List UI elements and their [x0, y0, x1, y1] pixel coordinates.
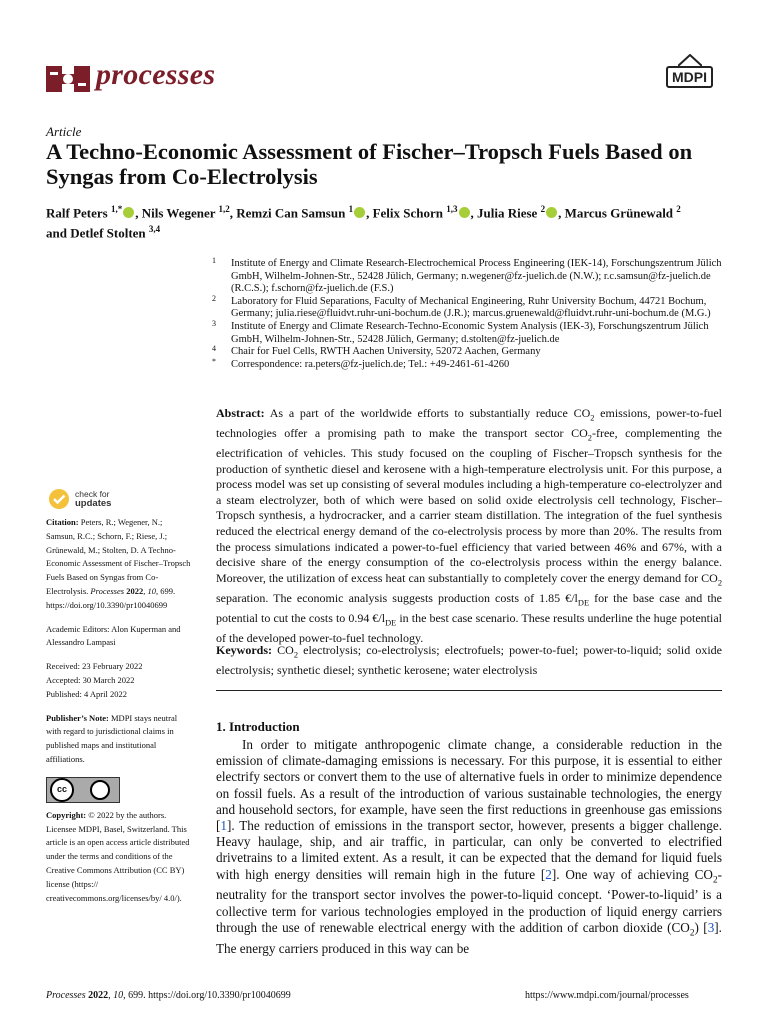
cc-icon: cc — [50, 778, 74, 802]
publisher-note-text: MDPI stays neutral with regard to jurisdictional claims in published maps and institutional affiliations. — [46, 712, 178, 764]
affiliation-text: Laboratory for Fluid Separations, Faculty of Mechanical Engineering, Ruhr University Bochum, 44721 Bochum, Germany; julia.riese@fluidvt.ruhr-uni-bochum.de (J.R.); marcus.gruenewald@fluidvt.ruhr-uni-bochum.de (M.G.) — [231, 295, 711, 320]
footer-journal: Processes — [46, 990, 86, 1001]
body-text: In order to mitigate anthropogenic climate change, a considerable reduction in the emission of climate-damaging emissions is necessary. For this purpose, it is essential to either electrify sectors or convert them to the use of alternative fuels in order to minimize dependence on fossil fuels. As a result of the introduction of various sustainable technologies, the energy and household sectors, for example, have seen the first reductions in greenhouse gas emissions [ — [216, 737, 722, 834]
citation-year: 2022 — [126, 585, 144, 596]
accepted-date: Accepted: 30 March 2022 — [46, 674, 135, 685]
citation-label: Citation: — [46, 517, 79, 527]
article-type: Article — [46, 124, 82, 139]
author-name[interactable]: Ralf Peters — [46, 205, 108, 221]
abstract-text: emissions, power-to-fuel technologies offer a promising path to make the transport sector CO — [216, 406, 722, 440]
body-text: ]. The energy carriers produced in this way can be — [216, 919, 722, 956]
cc-by-license-badge[interactable] — [46, 777, 120, 803]
author-affil-sup: 1,* — [110, 204, 123, 214]
copyright-block — [46, 809, 192, 906]
affiliations — [212, 258, 732, 371]
correspondence-item — [212, 356, 732, 372]
subscript: 2 — [590, 413, 595, 423]
affiliation-number: 3 — [212, 318, 216, 328]
reference-link[interactable]: 3 — [707, 919, 715, 935]
orcid-icon[interactable] — [546, 207, 557, 218]
affiliation-text: Institute of Energy and Climate Research-Techno-Economic System Analysis (IEK-3), Forschungszentrum Jülich GmbH, Wilhelm-Johnen-Str., 52428 Jülich, Germany; d.stolten@fz-juelich.de — [231, 320, 709, 345]
journal-name: processes — [96, 58, 216, 91]
copyright-label: Copyright: — [46, 809, 87, 820]
subscript: DE — [577, 598, 590, 608]
reference-link[interactable]: 1 — [220, 818, 227, 834]
citation-doi[interactable]: , 699. https://doi.org/10.3390/pr10040699 — [46, 585, 176, 610]
body-text: ]. The reduction of emissions in the transport sector, however, presents a bigger challenge. Heavy haulage, ship, and air traffic, in particular, can only be converted to electrified drivetrains to a limited extent. As a result, it can be expected that the demand for liquid fuels with high energy densities will remain high in the future [ — [216, 818, 722, 882]
author-affil-sup: 2 — [540, 204, 546, 214]
abstract-label: Abstract: — [216, 406, 265, 420]
citation-journal: Processes — [90, 585, 125, 596]
author-affil-sup: 1,2 — [218, 204, 230, 214]
author-affil-sup: 1,3 — [446, 204, 458, 214]
author-name[interactable]: Julia Riese — [477, 205, 538, 221]
mdpi-wordmark: MDPI — [666, 66, 713, 88]
keywords — [216, 643, 722, 679]
check-updates-line1: check for — [75, 488, 110, 499]
footer-journal-url[interactable]: https://www.mdpi.com/journal/processes — [525, 990, 689, 1001]
mdpi-logo — [666, 66, 713, 88]
orcid-icon[interactable] — [123, 207, 134, 218]
check-for-updates-badge[interactable] — [48, 488, 192, 510]
author-name[interactable]: Felix Schorn — [372, 205, 444, 221]
footer-year: 2022 — [88, 990, 109, 1001]
abstract-text: separation. The economic analysis suggests production costs of 1.85 €/l — [216, 590, 578, 605]
footer-doi[interactable]: , 699. https://doi.org/10.3390/pr10040699 — [123, 990, 291, 1001]
dates-block — [46, 660, 192, 701]
abstract-text: for the base case and the potential to cut the costs to 0.94 €/l — [216, 590, 723, 625]
affiliation-number: 2 — [212, 293, 216, 303]
abstract-text: in the best case scenario. These results underline the huge potential of the developed power-to-fuel technology. — [216, 610, 722, 645]
author-affil-sup: 2 — [676, 204, 681, 214]
intro-paragraph — [216, 737, 722, 957]
subscript: 2 — [717, 578, 722, 588]
publisher-note — [46, 712, 192, 767]
publisher-note-label: Publisher’s Note: — [46, 712, 109, 723]
check-updates-line2: updates — [75, 497, 112, 509]
affiliation-number: * — [212, 356, 216, 366]
subscript: 2 — [712, 874, 718, 885]
affiliation-number: 1 — [212, 256, 216, 265]
section-heading: 1. Introduction — [216, 719, 300, 734]
person-icon — [90, 780, 110, 800]
keywords-label: Keywords: — [216, 643, 272, 657]
orcid-icon[interactable] — [354, 207, 365, 218]
reference-link[interactable]: 2 — [545, 866, 552, 882]
subscript: DE — [385, 618, 397, 628]
author-affil-sup: 1 — [348, 204, 354, 214]
subscript: 2 — [689, 927, 695, 938]
section-divider — [216, 690, 722, 691]
body-text: ]. One way of achieving CO — [551, 866, 713, 882]
mdpi-roof-icon — [678, 54, 702, 66]
author-name[interactable]: and Detlef Stolten — [46, 225, 146, 241]
affiliation-item — [212, 318, 732, 346]
affiliation-item — [212, 258, 732, 296]
affiliation-item — [212, 293, 732, 321]
body-text: -neutrality for the transport sector involves the power-to-liquid concept. ‘Power-to-liquid’ is a collective term for various technologies employed in the production of liquid energy carriers through the use of renewable electrical energy with the addition of carbon dioxide (CO — [216, 866, 722, 935]
citation-text: Peters, R.; Wegener, N.; Samsun, R.C.; Schorn, F.; Riese, J.; Grünewald, M.; Stolten, D. A Techno-Economic Assessment of Fischer–Tropsch Fuels Based on Syngas from Co-Electrolysis. — [46, 517, 191, 596]
subscript: 2 — [293, 650, 298, 660]
check-updates-icon — [48, 488, 70, 510]
author-name[interactable]: Remzi Can Samsun — [236, 205, 346, 221]
correspondence-text: Correspondence: ra.peters@fz-juelich.de; Tel.: +49-2461-61-4260 — [231, 358, 510, 370]
footer-citation: Processes 2022, 10, 699. https://doi.org/10.3390/pr10040699 — [46, 990, 291, 1001]
abstract — [216, 406, 722, 646]
orcid-icon[interactable] — [459, 207, 470, 218]
keywords-text: electrolysis; co-electrolysis; electrofuels; power-to-fuel; power-to-liquid; solid oxide electrolysis; synthetic diesel; synthetic kerosene; water electrolysis — [216, 643, 722, 677]
citation-block: Citation: Peters, R.; Wegener, N.; Samsun, R.C.; Schorn, F.; Riese, J.; Grünewald, M.; Stolten, D. A Techno-Economic Assessment of Fischer–Tropsch Fuels Based on Syngas from Co-Electrolysis. Processes 2022, 10, 699. https://doi.org/10.3390/pr10040699 — [46, 517, 191, 610]
citation-volume: 10 — [147, 585, 156, 596]
author-name[interactable]: Nils Wegener — [141, 205, 216, 221]
footer-volume: 10 — [113, 990, 124, 1001]
abstract-text: As a part of the worldwide efforts to substantially reduce CO — [269, 406, 591, 420]
keywords-text: CO — [272, 643, 294, 657]
published-date: Published: 4 April 2022 — [46, 688, 127, 699]
affiliation-number: 4 — [212, 344, 216, 354]
academic-editors: Academic Editors: Alon Kuperman and Alessandro Lampasi — [46, 623, 181, 648]
affiliation-item — [212, 346, 732, 359]
affiliation-text: Institute of Energy and Climate Research-Electrochemical Process Engineering (IEK-14), Forschungszentrum Jülich GmbH, Wilhelm-Johnen-Str., 52428 Jülich, Germany; n.wegener@fz-juelich.de (N.W.); r.c.samsun@fz-juelich.de (R.C.S.); f.schorn@fz-juelich.de (F.S.) — [231, 258, 722, 295]
author-list: Ralf Peters $^{1,*}$ , Nils Wegener $^{1,2}$, Remzi Can Samsun $^1$ , Felix Schorn $^{1,3}$ , Julia Riese $^2$ , Marcus Grünewald $^2$ and Detlef Stolten $^{3,4}$ — [46, 204, 681, 241]
author-name[interactable]: Marcus Grünewald — [564, 205, 674, 221]
processes-logo — [46, 60, 90, 98]
subscript: 2 — [587, 433, 592, 443]
received-date: Received: 23 February 2022 — [46, 661, 143, 672]
copyright-text: © 2022 by the authors. Licensee MDPI, Basel, Switzerland. This article is an open access article distributed under the terms and conditions of the Creative Commons Attribution (CC BY) license (https:// creativecommons.org/licenses/by/ 4.0/). — [46, 809, 190, 903]
article-title: A Techno-Economic Assessment of Fischer–Tropsch Fuels Based on Syngas from Co-Electrolysis — [46, 139, 693, 189]
author-affil-sup: 3,4 — [148, 224, 161, 235]
article-sidebar — [46, 488, 192, 915]
body-text: ) [ — [694, 919, 708, 935]
abstract-text: -free, complementing the electrification of vehicles. This study focused on the coupling of Fischer–Tropsch synthesis for the production of synthetic diesel and kerosene with a high-temperature electrolysis unit. For this purpose, a process model was set up consisting of several modules including a high-temperature co-electrolyzer and a steam electrolyzer, both of which were based on solid oxide electrolysis cell technology, Fischer–Tropsch synthesis, a hydrocracker, and a carrier steam distillation. The integration of the fuel synthesis reduced the electrical energy demand of the co-electrolysis process by more than 20%. The results from the process simulations indicated a power-to-fuel efficiency that varied between 46% and 67%, with a decisive share of the energy consumption of the co-electrolysis process within the energy balance. Moreover, the utilization of excess heat can substantially to completely cover the energy demand for CO — [216, 425, 722, 585]
affiliation-text: Chair for Fuel Cells, RWTH Aachen University, 52072 Aachen, Germany — [231, 346, 541, 358]
